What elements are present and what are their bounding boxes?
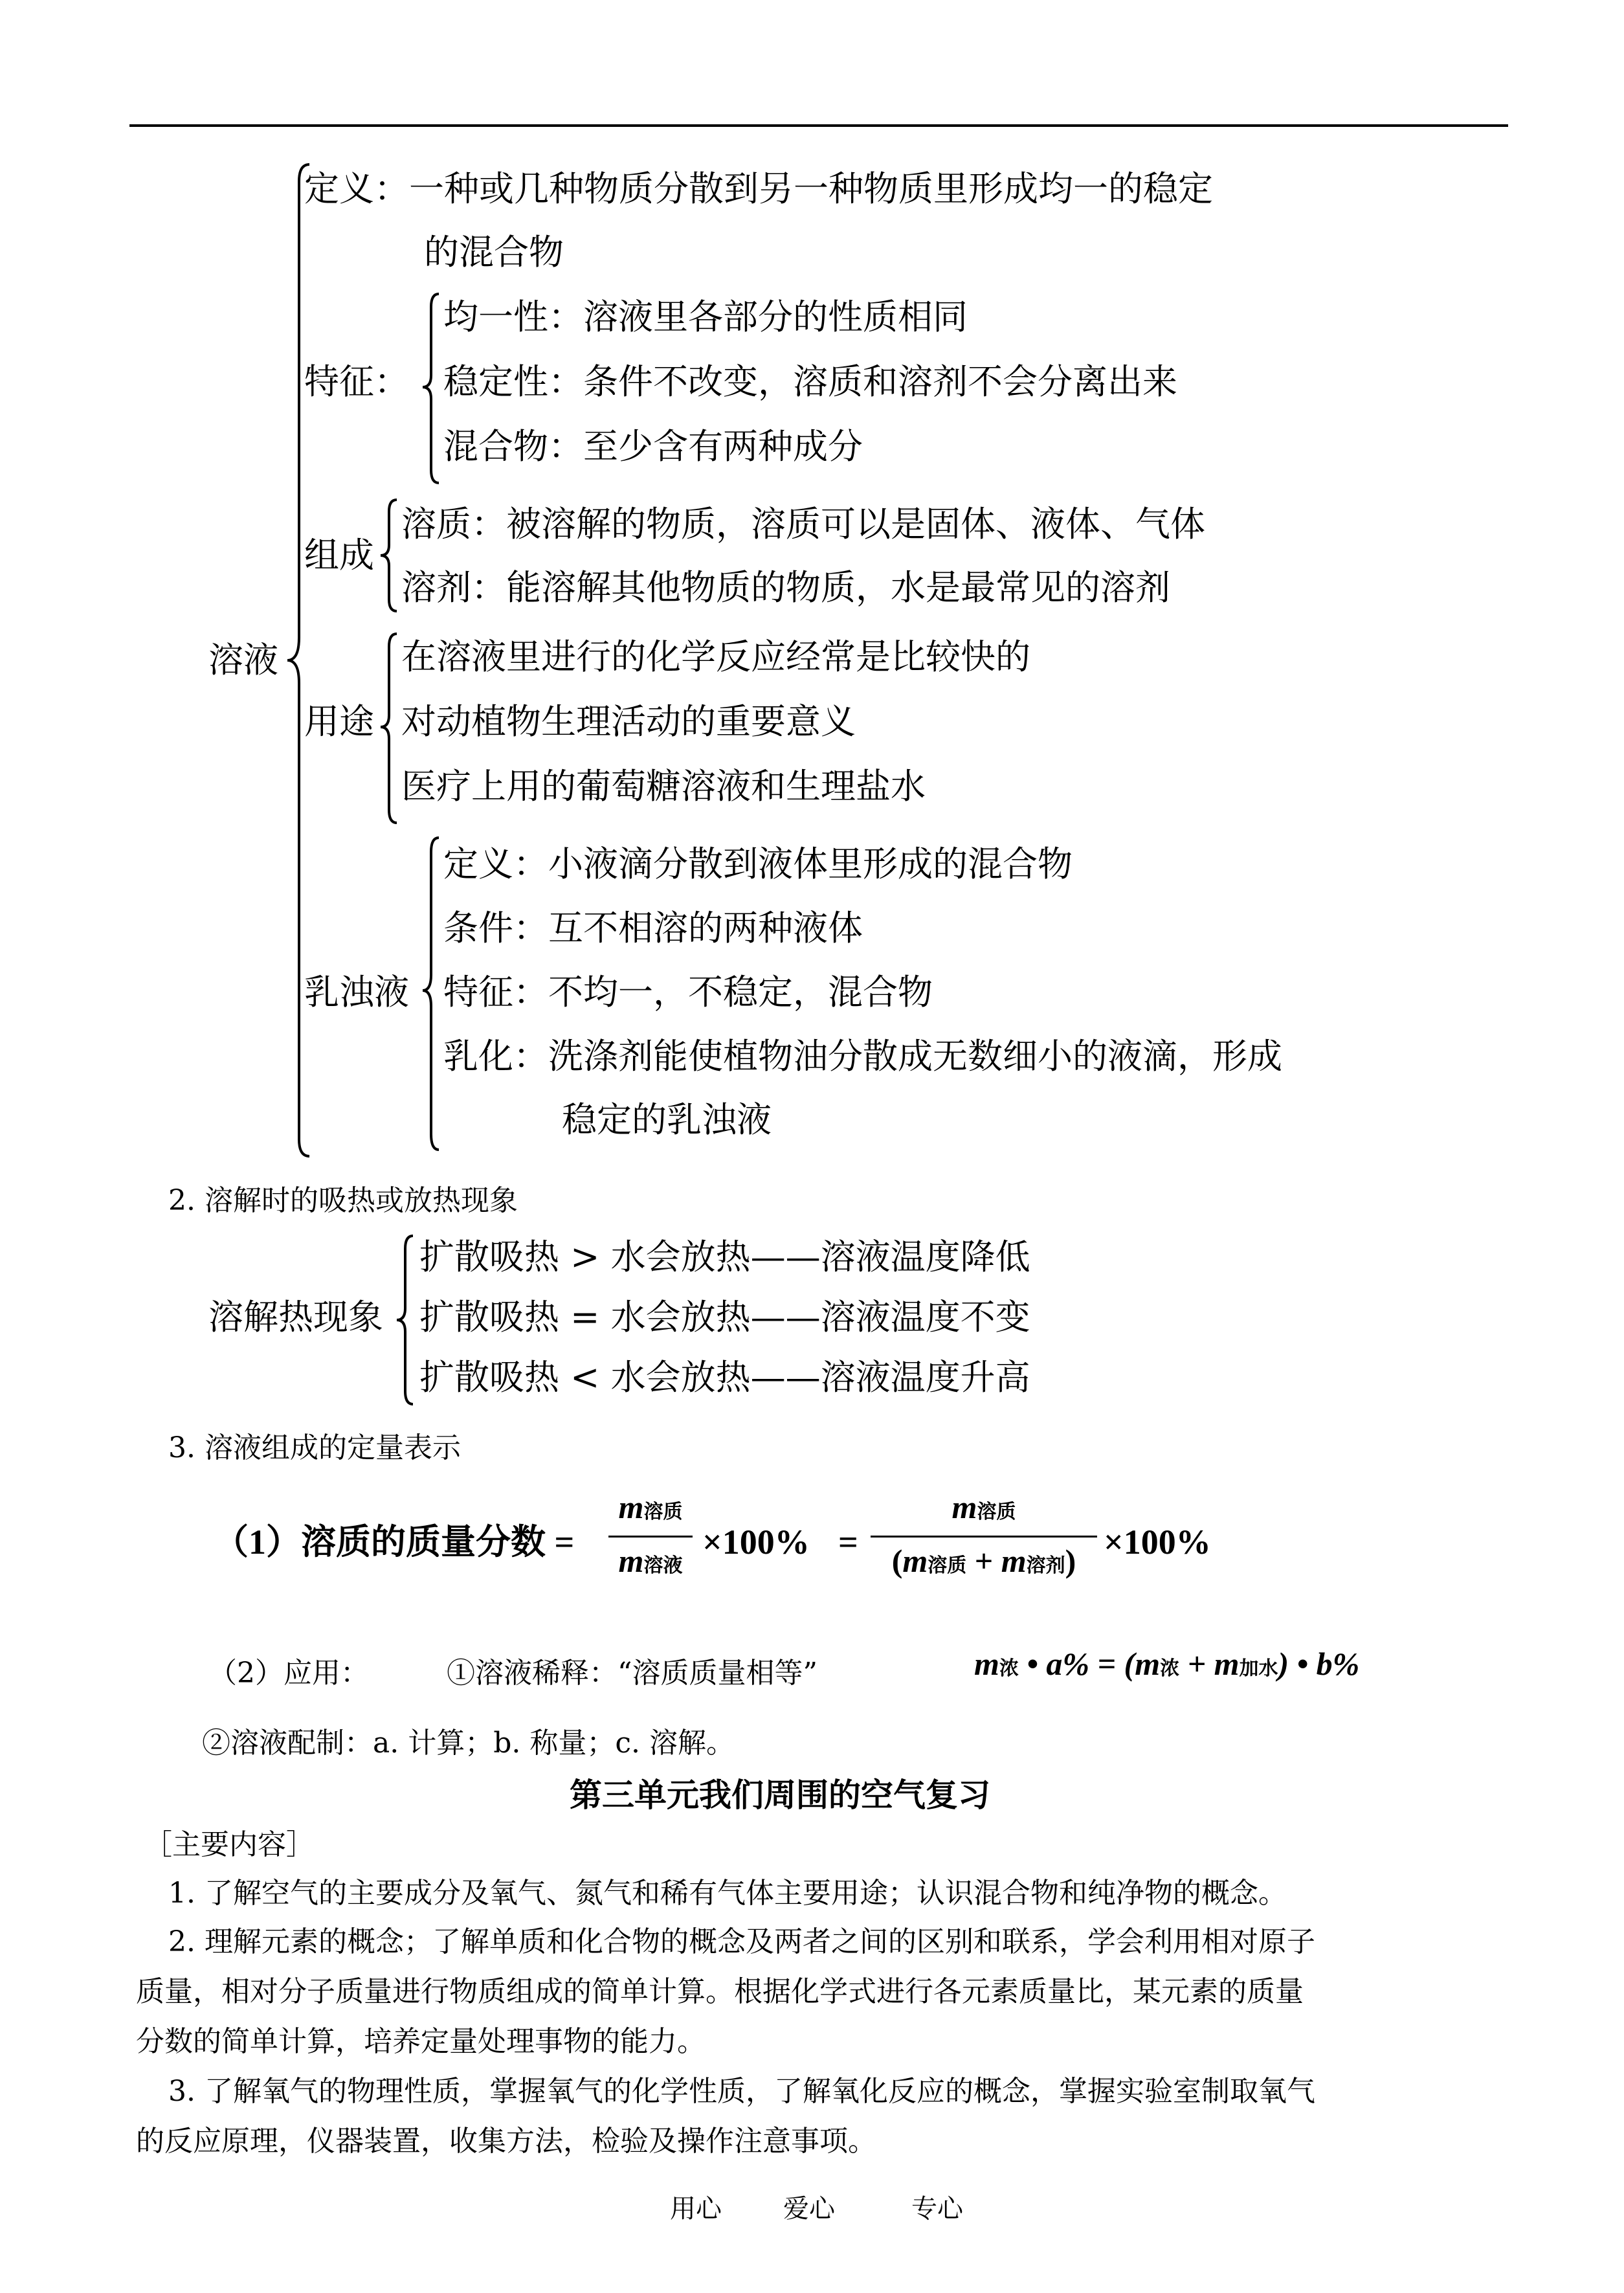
heat-brace — [395, 1233, 414, 1408]
denominator-sub2: 溶剂 — [1026, 1555, 1065, 1576]
dilution-m: m — [974, 1646, 999, 1682]
uses-item: 对动植物生理活动的重要意义 — [401, 701, 856, 742]
numerator-m: m — [951, 1489, 977, 1525]
heat-line: 扩散吸热 < 水会放热——溶液温度升高 — [419, 1357, 1030, 1398]
uses-item: 在溶液里进行的化学反应经常是比较快的 — [401, 636, 1030, 677]
dilution-sub-conc: 浓 — [999, 1658, 1019, 1679]
dilution-end: ) • b% — [1278, 1646, 1360, 1682]
footer-item: 用心 — [670, 2194, 722, 2224]
emulsion-label: 乳浊液 — [304, 972, 409, 1012]
denominator-m2: m — [1001, 1543, 1027, 1579]
dilution-text: ①溶液稀释：“溶质质量相等” — [447, 1657, 818, 1690]
application-label: （2）应用： — [208, 1657, 369, 1690]
feature-item: 均一性：溶液里各部分的性质相同 — [443, 296, 968, 337]
equals-sign: = — [838, 1523, 858, 1561]
denominator-m: m — [902, 1543, 928, 1579]
dilution-formula — [974, 1646, 1359, 1687]
root-label: 溶液 — [208, 640, 278, 680]
composition-item: 溶剂：能溶解其他物质的物质，水是最常见的溶剂 — [401, 567, 1170, 608]
top-rule — [129, 124, 1508, 127]
definition-line1: 定义：一种或几种物质分散到另一种物质里形成均一的稳定 — [304, 168, 1213, 209]
paragraph-2-line2: 质量，相对分子质量进行物质组成的简单计算。根据化学式进行各元素质量比，某元素的质量 — [136, 1975, 1304, 2008]
dilution-mid: • a% = (m — [1027, 1646, 1161, 1682]
fraction-2 — [871, 1489, 1097, 1584]
uses-item: 医疗上用的葡萄糖溶液和生理盐水 — [401, 766, 926, 807]
numerator-m: m — [618, 1489, 644, 1525]
heat-label: 溶解热现象 — [208, 1297, 383, 1337]
composition-label: 组成 — [304, 535, 374, 576]
lparen: ( — [891, 1543, 903, 1579]
numerator-sub: 溶质 — [643, 1501, 683, 1523]
section3-heading: 3. 溶液组成的定量表示 — [168, 1431, 461, 1464]
fraction-line — [608, 1536, 693, 1538]
composition-brace — [379, 497, 398, 614]
paragraph-3-line2: 的反应原理，仪器装置，收集方法，检验及操作注意事项。 — [136, 2125, 876, 2158]
denominator-m: m — [618, 1543, 644, 1579]
paragraph-2-line3: 分数的简单计算，培养定量处理事物的能力。 — [136, 2025, 706, 2058]
paragraph-3-line1: 3. 了解氧气的物理性质，掌握氧气的化学性质，了解氧化反应的概念，掌握实验室制取氧气 — [168, 2075, 1315, 2108]
dilution-sub-conc2: 浓 — [1160, 1658, 1180, 1679]
formula-prefix: （1）溶质的质量分数 = — [214, 1523, 575, 1561]
feature-item: 稳定性：条件不改变，溶质和溶剂不会分离出来 — [443, 361, 1177, 402]
times-100-2: ×100% — [1104, 1523, 1211, 1561]
emulsion-brace — [421, 835, 440, 1152]
fraction-1 — [608, 1489, 693, 1584]
emulsion-item: 定义：小液滴分散到液体里形成的混合物 — [443, 844, 1073, 884]
emulsion-item: 条件：互不相溶的两种液体 — [443, 908, 863, 948]
denominator-sub: 溶液 — [643, 1555, 683, 1576]
section2-heading: 2. 溶解时的吸热或放热现象 — [168, 1184, 518, 1217]
features-brace — [421, 291, 440, 486]
paragraph-2-line1: 2. 理解元素的概念；了解单质和化合物的概念及两者之间的区别和联系，学会利用相对原子 — [168, 1925, 1315, 1958]
emulsion-item: 乳化：洗涤剂能使植物油分散成无数细小的液滴，形成 — [443, 1036, 1282, 1077]
composition-item: 溶质：被溶解的物质，溶质可以是固体、液体、气体 — [401, 504, 1205, 544]
features-label: 特征： — [304, 361, 409, 402]
denominator-sub: 溶质 — [928, 1555, 967, 1576]
definition-line2: 的混合物 — [424, 232, 564, 273]
plus-sign: + — [974, 1543, 994, 1579]
paragraph-1: 1. 了解空气的主要成分及氧气、氮气和稀有气体主要用途；认识混合物和纯净物的概念。 — [168, 1877, 1287, 1910]
fraction-line — [871, 1536, 1097, 1538]
heat-line: 扩散吸热 > 水会放热——溶液温度降低 — [419, 1236, 1030, 1277]
uses-brace — [379, 631, 398, 825]
footer-item: 爱心 — [783, 2194, 835, 2224]
numerator-sub: 溶质 — [977, 1501, 1016, 1523]
main-content-label: ［主要内容］ — [144, 1828, 315, 1861]
dilution-sub-water: 加水 — [1239, 1658, 1278, 1679]
heat-line: 扩散吸热 = 水会放热——溶液温度不变 — [419, 1297, 1030, 1337]
footer-item: 专心 — [911, 2194, 963, 2224]
times-100-1: ×100% — [702, 1523, 810, 1561]
emulsion-item: 特征：不均一，不稳定，混合物 — [443, 972, 933, 1012]
emulsion-cont: 稳定的乳浊液 — [562, 1099, 772, 1140]
dilution-plus-m: + m — [1179, 1646, 1240, 1682]
rparen: ) — [1065, 1543, 1076, 1579]
feature-item: 混合物：至少含有两种成分 — [443, 426, 863, 467]
unit-title: 第三单元我们周围的空气复习 — [570, 1776, 990, 1814]
uses-label: 用途 — [304, 701, 374, 742]
preparation-text: ②溶液配制：a. 计算；b. 称量；c. 溶解。 — [202, 1727, 735, 1760]
